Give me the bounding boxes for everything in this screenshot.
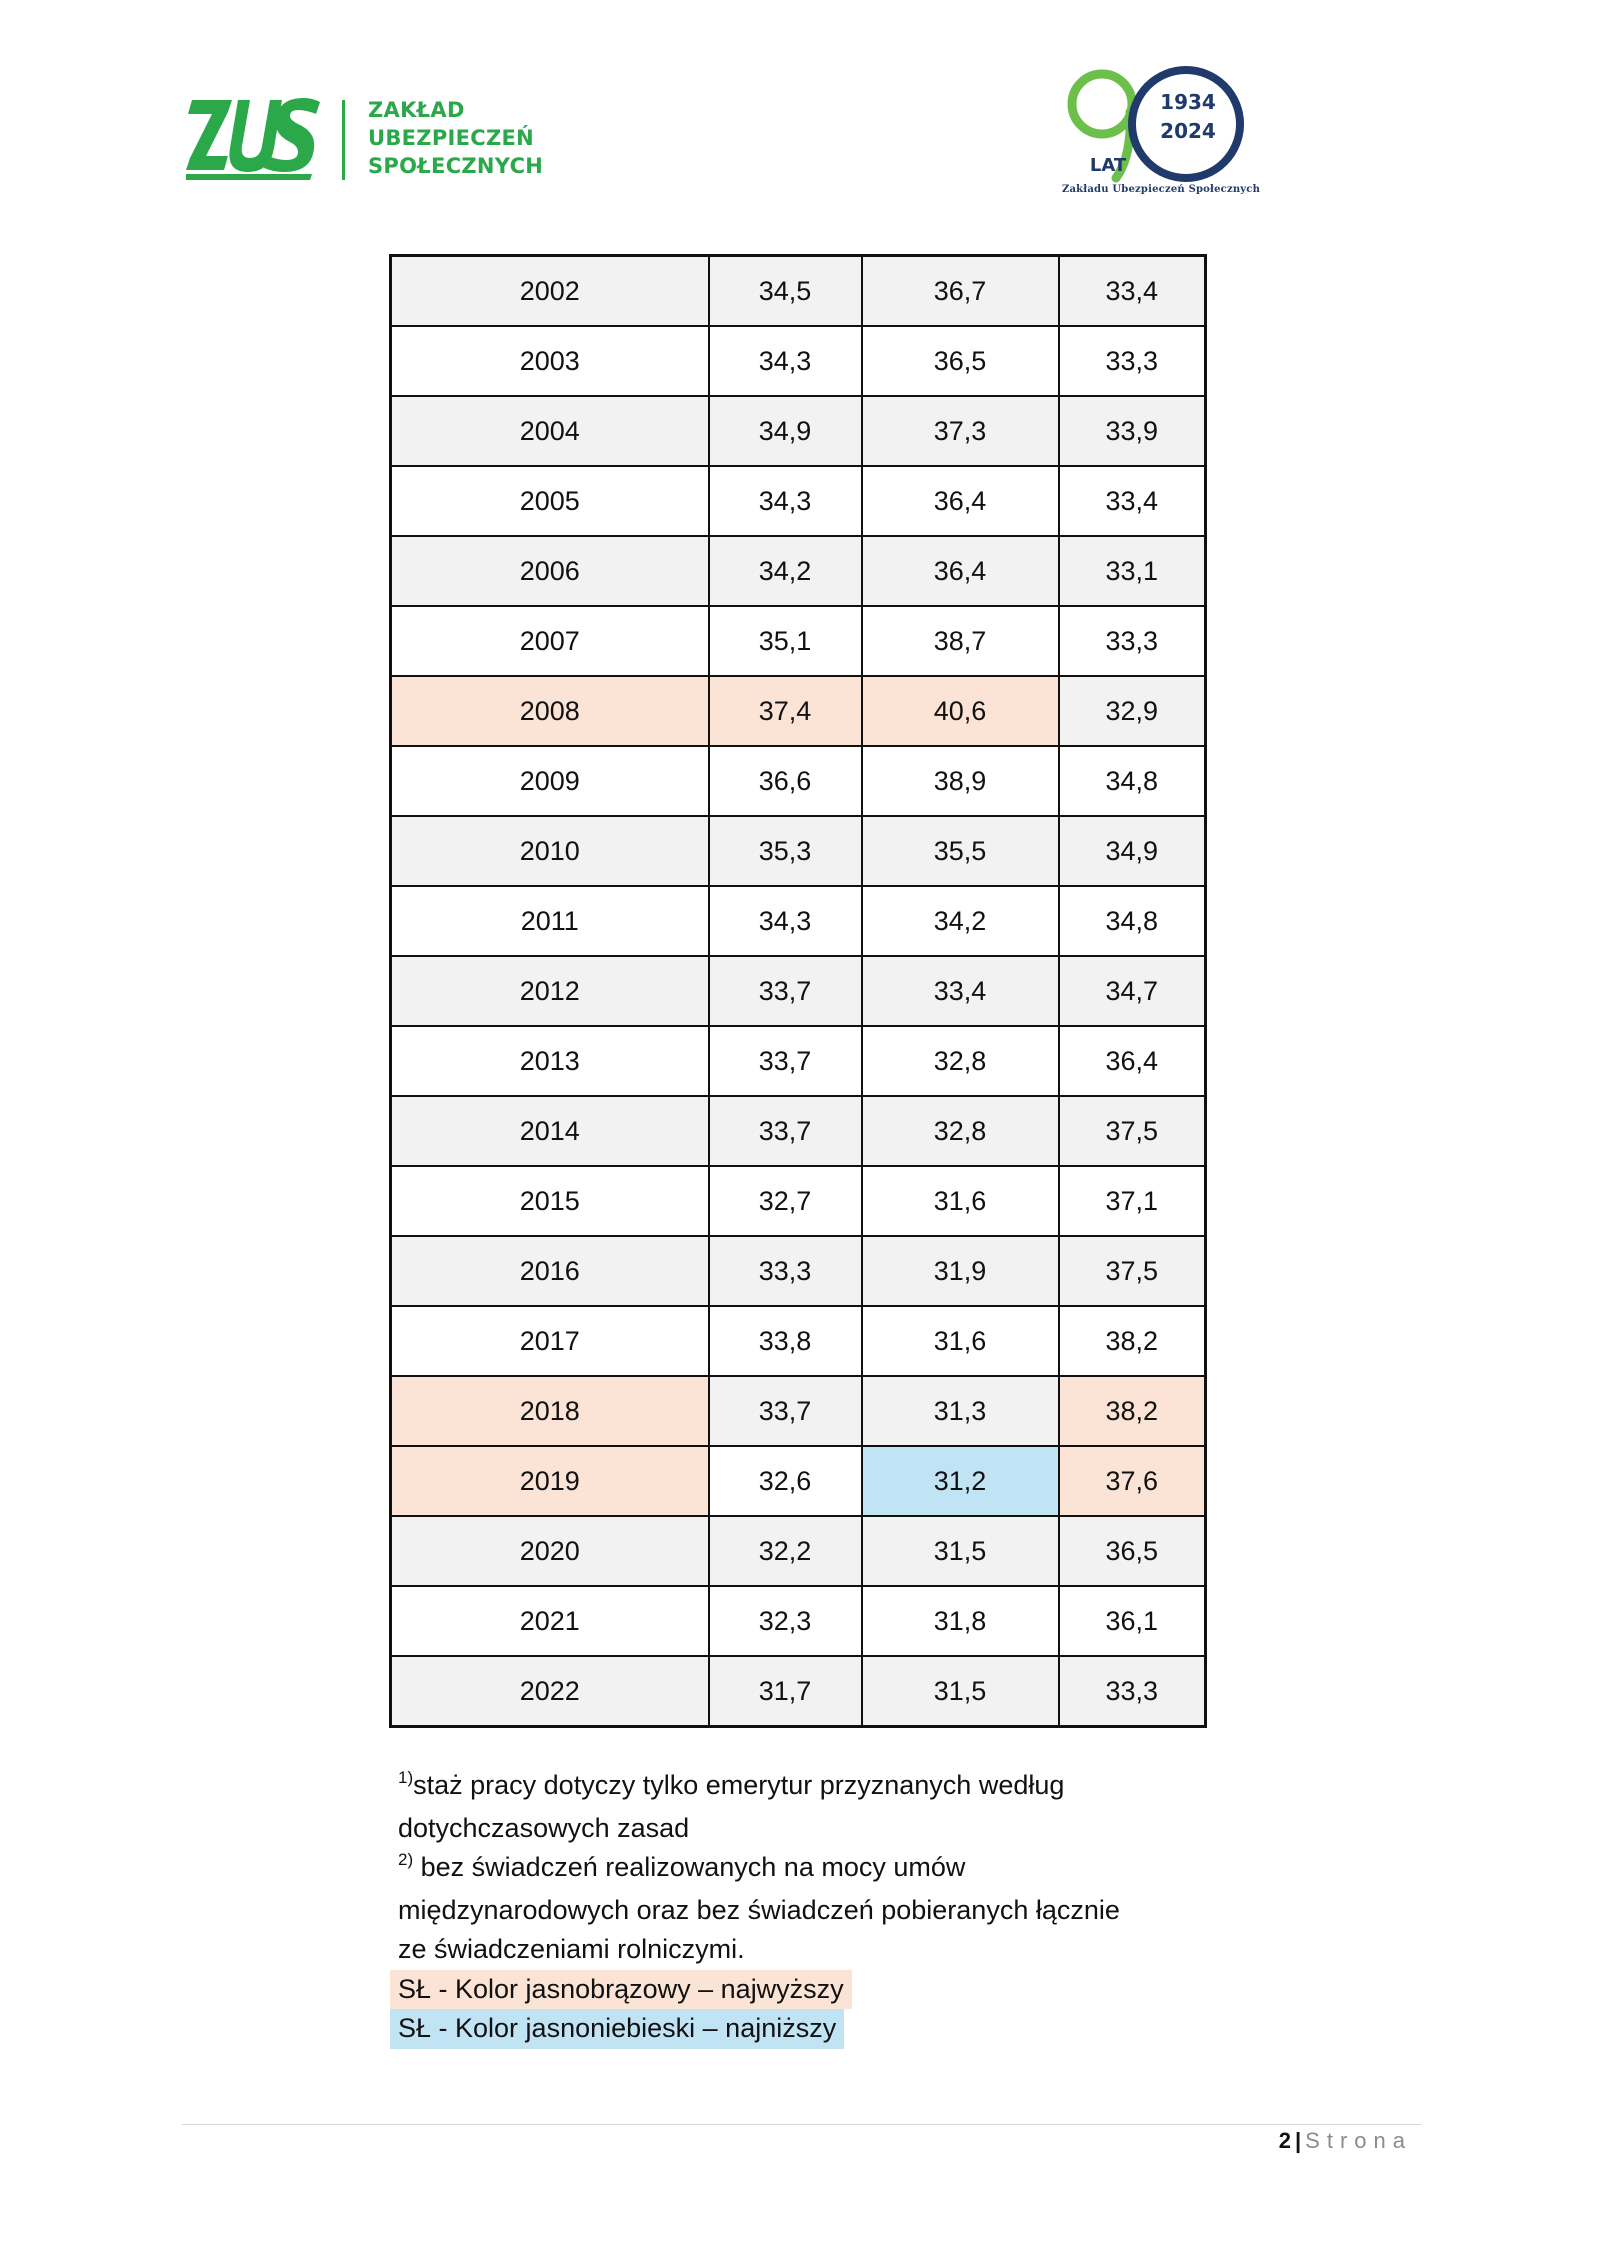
- legend-low-row: [398, 2009, 1198, 2049]
- table-row: [391, 1096, 1206, 1166]
- organization-name: [368, 96, 558, 180]
- value-cell-col-4: 33,1: [1059, 536, 1206, 606]
- value-cell-col-4: 36,5: [1059, 1516, 1206, 1586]
- value-cell-col-2: 36,6: [709, 746, 862, 816]
- year-cell: 2021: [391, 1586, 709, 1656]
- page-label: Strona: [1305, 2128, 1412, 2153]
- footnote-2: [398, 1848, 1198, 1891]
- value-cell-col-3: 32,8: [862, 1096, 1059, 1166]
- legend-high: SŁ - Kolor jasnobrązowy – najwyższy: [390, 1970, 852, 2010]
- value-cell-col-3: 31,5: [862, 1516, 1059, 1586]
- table-row: [391, 466, 1206, 536]
- year-cell: 2010: [391, 816, 709, 886]
- anniv-lat-label: LAT: [1089, 155, 1127, 176]
- zus-logo: [186, 96, 556, 186]
- year-cell: 2019: [391, 1446, 709, 1516]
- anniv-year-start: 1934: [1160, 90, 1216, 114]
- value-cell-col-3: 33,4: [862, 956, 1059, 1026]
- value-cell-col-2: 33,7: [709, 1026, 862, 1096]
- value-cell-col-3: 31,5: [862, 1656, 1059, 1727]
- value-cell-col-4: 34,8: [1059, 886, 1206, 956]
- value-cell-col-4: 33,4: [1059, 256, 1206, 327]
- table-row: [391, 746, 1206, 816]
- table-row: [391, 1026, 1206, 1096]
- value-cell-col-3: 40,6: [862, 676, 1059, 746]
- value-cell-col-2: 34,3: [709, 326, 862, 396]
- value-cell-col-3: 31,6: [862, 1166, 1059, 1236]
- table-row: [391, 1586, 1206, 1656]
- year-cell: 2015: [391, 1166, 709, 1236]
- value-cell-col-4: 37,1: [1059, 1166, 1206, 1236]
- value-cell-col-3: 38,7: [862, 606, 1059, 676]
- table-row: [391, 536, 1206, 606]
- legend-high-row: [398, 1970, 1198, 2010]
- table-row: [391, 816, 1206, 886]
- footer-divider: [182, 2124, 1422, 2125]
- table-row: [391, 1656, 1206, 1727]
- value-cell-col-2: 34,2: [709, 536, 862, 606]
- footnote-1-marker: 1): [398, 1768, 414, 1787]
- value-cell-col-3: 36,4: [862, 466, 1059, 536]
- value-cell-col-3: 31,2: [862, 1446, 1059, 1516]
- value-cell-col-4: 37,5: [1059, 1236, 1206, 1306]
- value-cell-col-4: 33,3: [1059, 1656, 1206, 1727]
- value-cell-col-2: 34,3: [709, 466, 862, 536]
- value-cell-col-2: 32,6: [709, 1446, 862, 1516]
- table-row: [391, 396, 1206, 466]
- value-cell-col-2: 33,7: [709, 956, 862, 1026]
- value-cell-col-4: 37,5: [1059, 1096, 1206, 1166]
- org-name-line-2: UBEZPIECZEŃ: [368, 126, 535, 150]
- value-cell-col-2: 34,3: [709, 886, 862, 956]
- value-cell-col-4: 36,1: [1059, 1586, 1206, 1656]
- footnote-2-line-2: międzynarodowych oraz bez świadczeń pobieranych łącznie: [398, 1894, 1120, 1925]
- value-cell-col-2: 34,9: [709, 396, 862, 466]
- table-row: [391, 956, 1206, 1026]
- value-cell-col-3: 31,9: [862, 1236, 1059, 1306]
- year-cell: 2014: [391, 1096, 709, 1166]
- footnote-2-line-1: bez świadczeń realizowanych na mocy umów: [413, 1852, 966, 1882]
- zus-logo-mark: [186, 96, 320, 180]
- footnote-2-line-3: ze świadczeniami rolniczymi.: [398, 1934, 745, 1964]
- value-cell-col-3: 38,9: [862, 746, 1059, 816]
- value-cell-col-2: 33,7: [709, 1376, 862, 1446]
- year-cell: 2007: [391, 606, 709, 676]
- year-cell: 2002: [391, 256, 709, 327]
- anniv-year-end: 2024: [1160, 119, 1216, 143]
- table-row: [391, 676, 1206, 746]
- value-cell-col-3: 31,3: [862, 1376, 1059, 1446]
- table-row: [391, 1376, 1206, 1446]
- value-cell-col-3: 37,3: [862, 396, 1059, 466]
- value-cell-col-2: 33,8: [709, 1306, 862, 1376]
- value-cell-col-2: 31,7: [709, 1656, 862, 1727]
- value-cell-col-2: 35,1: [709, 606, 862, 676]
- value-cell-col-4: 33,3: [1059, 326, 1206, 396]
- year-cell: 2008: [391, 676, 709, 746]
- table-body: [391, 256, 1206, 1727]
- year-cell: 2013: [391, 1026, 709, 1096]
- value-cell-col-3: 36,4: [862, 536, 1059, 606]
- value-cell-col-3: 31,6: [862, 1306, 1059, 1376]
- year-cell: 2020: [391, 1516, 709, 1586]
- year-cell: 2006: [391, 536, 709, 606]
- value-cell-col-2: 34,5: [709, 256, 862, 327]
- value-cell-col-3: 36,5: [862, 326, 1059, 396]
- value-cell-col-4: 33,9: [1059, 396, 1206, 466]
- value-cell-col-2: 32,2: [709, 1516, 862, 1586]
- value-cell-col-2: 35,3: [709, 816, 862, 886]
- table-row: [391, 1516, 1206, 1586]
- value-cell-col-3: 34,2: [862, 886, 1059, 956]
- value-cell-col-4: 34,8: [1059, 746, 1206, 816]
- page-separator: |: [1295, 2128, 1302, 2153]
- value-cell-col-2: 32,7: [709, 1166, 862, 1236]
- value-cell-col-4: 32,9: [1059, 676, 1206, 746]
- table-row: [391, 886, 1206, 956]
- value-cell-col-2: 33,7: [709, 1096, 862, 1166]
- table-row: [391, 1306, 1206, 1376]
- value-cell-col-4: 33,3: [1059, 606, 1206, 676]
- footnote-2-marker: 2): [398, 1850, 414, 1869]
- footnotes: [398, 1766, 1198, 2049]
- footnote-1-line-1: staż pracy dotyczy tylko emerytur przyznanych według: [413, 1770, 1065, 1800]
- value-cell-col-4: 37,6: [1059, 1446, 1206, 1516]
- org-name-line-1: ZAKŁAD: [368, 98, 465, 122]
- value-cell-col-3: 32,8: [862, 1026, 1059, 1096]
- year-cell: 2016: [391, 1236, 709, 1306]
- table-row: [391, 1236, 1206, 1306]
- table-row: [391, 256, 1206, 327]
- page-footer: [1279, 2128, 1412, 2154]
- table-row: [391, 1446, 1206, 1516]
- nine-loop-shape: [1072, 74, 1132, 134]
- year-cell: 2011: [391, 886, 709, 956]
- value-cell-col-4: 38,2: [1059, 1306, 1206, 1376]
- logo-divider: [342, 100, 345, 180]
- table-row: [391, 1166, 1206, 1236]
- value-cell-col-4: 38,2: [1059, 1376, 1206, 1446]
- year-cell: 2005: [391, 466, 709, 536]
- table-row: [391, 326, 1206, 396]
- value-cell-col-4: 36,4: [1059, 1026, 1206, 1096]
- table-row: [391, 606, 1206, 676]
- year-cell: 2003: [391, 326, 709, 396]
- year-cell: 2018: [391, 1376, 709, 1446]
- legend-low: SŁ - Kolor jasnoniebieski – najniższy: [390, 2009, 844, 2049]
- anniversary-caption: Zakładu Ubezpieczeń Społecznych: [1062, 184, 1261, 195]
- footnote-1-line-2: dotychczasowych zasad: [398, 1812, 690, 1843]
- value-cell-col-3: 31,8: [862, 1586, 1059, 1656]
- seniority-table: [389, 254, 1207, 1728]
- year-cell: 2012: [391, 956, 709, 1026]
- org-name-line-3: SPOŁECZNYCH: [368, 154, 544, 178]
- value-cell-col-2: 32,3: [709, 1586, 862, 1656]
- year-cell: 2004: [391, 396, 709, 466]
- year-cell: 2017: [391, 1306, 709, 1376]
- value-cell-col-4: 34,7: [1059, 956, 1206, 1026]
- page-number: 2: [1278, 2128, 1292, 2153]
- value-cell-col-3: 35,5: [862, 816, 1059, 886]
- value-cell-col-2: 37,4: [709, 676, 862, 746]
- year-cell: 2022: [391, 1656, 709, 1727]
- value-cell-col-4: 33,4: [1059, 466, 1206, 536]
- year-cell: 2009: [391, 746, 709, 816]
- value-cell-col-4: 34,9: [1059, 816, 1206, 886]
- footnote-1: [398, 1766, 1198, 1809]
- value-cell-col-2: 33,3: [709, 1236, 862, 1306]
- anniversary-logo: [1060, 60, 1261, 200]
- value-cell-col-3: 36,7: [862, 256, 1059, 327]
